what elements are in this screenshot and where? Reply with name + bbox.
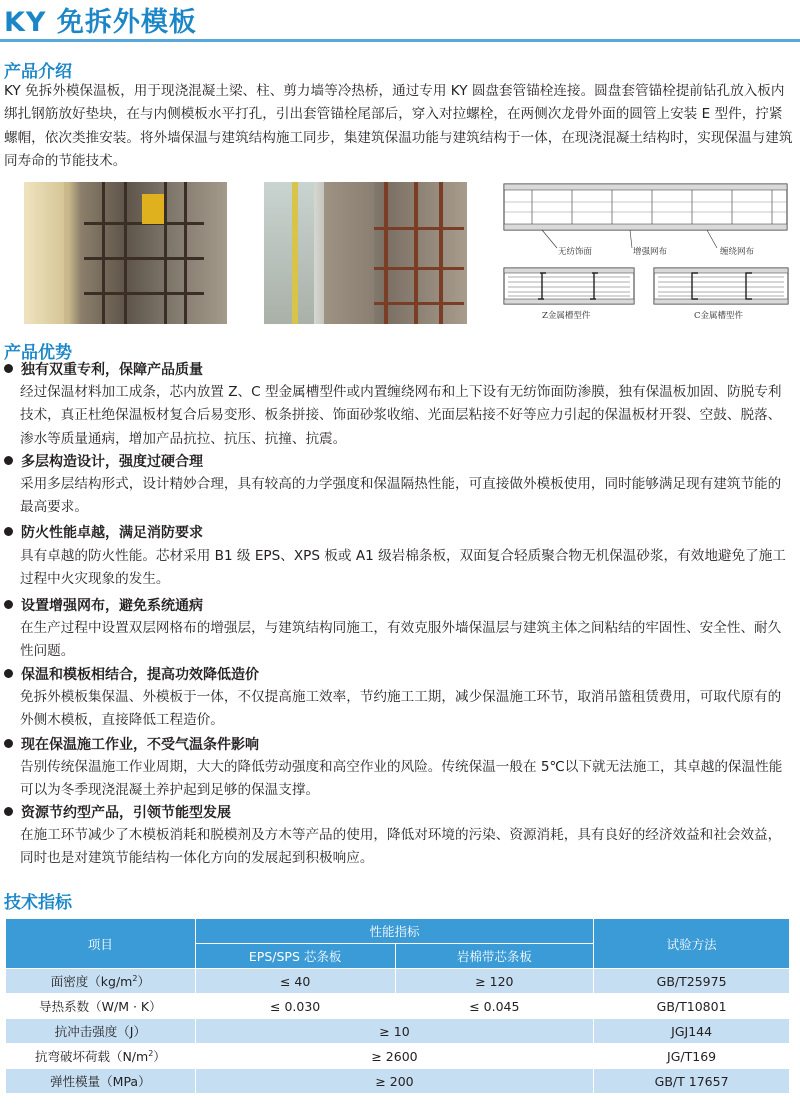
row-item: 导热系数（W/M · K）: [6, 994, 196, 1019]
row-rock-value: ≥ 120: [395, 969, 594, 994]
table-row: [6, 1019, 790, 1044]
row-merged-value: ≥ 200: [195, 1069, 593, 1094]
advantage-body: 告别传统保温施工作业周期，大大的降低劳动强度和高空作业的风险。传统保温一般在 5℃以下就无法施工，其卓越的保温性能可以为冬季现浇混凝土养护起到足够的保温支撑。: [20, 759, 783, 799]
advantage-body: 免拆外模板集保温、外模板于一体，不仅提高施工效率，节约施工工期，减少保温施工环节，取消吊篮租赁费用，可取代原有的外侧木模板，直接降低工程造价。: [20, 689, 782, 729]
advantage-body: 在施工环节减少了木模板消耗和脱模剂及方木等产品的使用，降低对环境的污染、资源消耗，具有良好的经济效益和社会效益，同时也是对建筑节能结构一体化方向的发展起到积极响应。: [20, 827, 782, 867]
advantage-title: 独有双重专利，保障产品质量: [4, 359, 203, 379]
bullet-icon: [4, 527, 13, 536]
advantage-body: 经过保温材料加工成条，芯内放置 Z、C 型金属槽型件或内置缠绕网布和上下设有无纺饰面防渗膜，独有保温板加固、防脱专利技术，真正杜绝保温板材复合后易变形、板条拼接、饰面砂浆收缩、光面层粘接不好等应力引起的保温板材开裂、空鼓、脱落、渗水等质量通病，增加产品抗拉、抗压、抗撞、抗震。: [20, 384, 782, 447]
advantage-title: 现在保温施工作业，不受气温条件影响: [4, 734, 259, 754]
title-bar: [0, 0, 800, 40]
specs-heading: 技术指标: [4, 893, 72, 913]
advantage-title: 设置增强网布，避免系统通病: [4, 595, 203, 615]
row-method: GB/T25975: [594, 969, 790, 994]
row-eps-value: ≤ 0.030: [195, 994, 395, 1019]
bullet-icon: [4, 739, 13, 748]
construction-photo-1: [24, 182, 227, 324]
row-item: 面密度$(kg/m^2)$: [6, 969, 196, 994]
row-method: GB/T10801: [594, 994, 790, 1019]
table-row: [6, 994, 790, 1019]
label-c-channel: C金属槽型件: [694, 311, 744, 321]
intro-text: KY 免拆外模保温板，用于现浇混凝土梁、柱、剪力墙等冷热桥，通过专用 KY 圆盘套管锚栓连接。圆盘套管锚栓提前钻孔放入板内绑扎钢筋放好垫块，在与内侧模板水平打孔，引出套管锚栓尾部后，穿入对拉螺栓，在两侧次龙骨外面的圆管上安装 E 型件，拧紧螺帽，依次类推安装。将外墙保温与建筑结构施工同步，集建筑保温功能与建筑结构于一体，在现浇混凝土结构时，实现保温与建筑同寿命的节能技术。: [4, 83, 793, 170]
row-item: 抗冲击强度（J）: [6, 1019, 196, 1044]
advantages-heading: 产品优势: [4, 343, 72, 363]
intro-heading: 产品介绍: [4, 62, 72, 82]
bullet-icon: [4, 807, 13, 816]
row-item: 抗弯破坏荷载$(N/m^2)$: [6, 1044, 196, 1069]
advantage-title: 防火性能卓越，满足消防要求: [4, 522, 203, 542]
row-rock-value: ≤ 0.045: [395, 994, 594, 1019]
label-z-channel: Z金属槽型件: [542, 311, 591, 321]
table-row: [6, 969, 790, 994]
label-finish: 无纺饰面: [558, 247, 593, 257]
row-eps-value: ≤ 40: [195, 969, 395, 994]
label-wrap: 缠绕网布: [720, 247, 755, 257]
col-method-header: 试验方法: [594, 919, 790, 969]
advantage-title: 资源节约型产品，引领节能型发展: [4, 802, 231, 822]
specs-table: [5, 918, 790, 1094]
col-item-header: 项目: [6, 919, 196, 969]
bullet-icon: [4, 600, 13, 609]
bullet-icon: [4, 669, 13, 678]
advantage-body: 在生产过程中设置双层网格布的增强层，与建筑结构同施工，有效克服外墙保温层与建筑主体之间粘结的牢固性、安全性、耐久性问题。: [20, 620, 782, 660]
row-merged-value: ≥ 2600: [195, 1044, 593, 1069]
row-method: JG/T169: [594, 1044, 790, 1069]
table-row: [6, 1044, 790, 1069]
col-eps-header: EPS/SPS 芯条板: [195, 944, 395, 969]
row-method: JGJ144: [594, 1019, 790, 1044]
row-item: 弹性模量（MPa）: [6, 1069, 196, 1094]
col-rockwool-header: 岩棉带芯条板: [395, 944, 594, 969]
page-title: KY 免拆外模板: [4, 7, 197, 38]
col-performance-header: 性能指标: [195, 919, 593, 944]
construction-photo-2: [264, 182, 467, 324]
panel-structure-diagram: [502, 182, 791, 322]
bullet-icon: [4, 456, 13, 465]
row-method: GB/T 17657: [594, 1069, 790, 1094]
label-mesh: 增强网布: [633, 247, 668, 257]
advantage-body: 采用多层结构形式，设计精妙合理，具有较高的力学强度和保温隔热性能，可直接做外模板使用，同时能够满足现有建筑节能的最高要求。: [20, 476, 782, 516]
advantage-title: 多层构造设计，强度过硬合理: [4, 451, 203, 471]
bullet-icon: [4, 364, 13, 373]
title-underline: [0, 39, 800, 42]
advantage-title: 保温和模板相结合，提高功效降低造价: [4, 664, 259, 684]
table-row: [6, 1069, 790, 1094]
row-merged-value: ≥ 10: [195, 1019, 593, 1044]
advantage-body: 具有卓越的防火性能。芯材采用 B1 级 EPS、XPS 板或 A1 级岩棉条板，双面复合轻质聚合物无机保温砂浆，有效地避免了施工过程中火灾现象的发生。: [20, 548, 786, 588]
